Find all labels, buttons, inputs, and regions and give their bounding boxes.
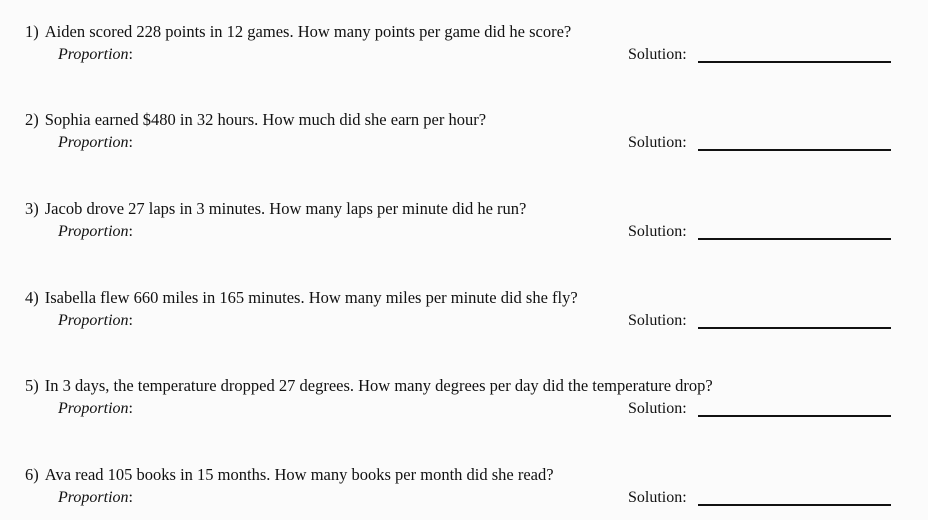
proportion-prompt: Proportion: — [58, 489, 133, 506]
problem-4 — [0, 288, 928, 348]
question-text: Ava read 105 books in 15 months. How many books per month did she read? — [44, 465, 554, 484]
solution-answer-line[interactable] — [698, 149, 891, 151]
proportion-label: Proportion — [58, 46, 129, 63]
solution-answer-line[interactable] — [698, 238, 891, 240]
question-line — [25, 376, 713, 396]
question-line — [25, 465, 554, 485]
problem-1 — [0, 22, 928, 82]
proportion-label: Proportion — [58, 223, 129, 240]
question-line — [25, 110, 486, 130]
question-text: Aiden scored 228 points in 12 games. How many points per game did he score? — [44, 22, 572, 41]
question-text: In 3 days, the temperature dropped 27 degrees. How many degrees per day did the temperature drop? — [44, 376, 713, 395]
problem-number: 6) — [25, 465, 39, 484]
problem-number: 5) — [25, 376, 39, 395]
proportion-prompt: Proportion: — [58, 223, 133, 240]
problem-number: 2) — [25, 110, 39, 129]
question-line — [25, 288, 578, 308]
problem-number: 4) — [25, 288, 39, 307]
solution-label: Solution: — [628, 400, 687, 417]
proportion-label: Proportion — [58, 489, 129, 506]
solution-answer-line[interactable] — [698, 415, 891, 417]
proportion-label: Proportion — [58, 312, 129, 329]
solution-label: Solution: — [628, 46, 687, 63]
problem-6 — [0, 465, 928, 525]
proportion-prompt: Proportion: — [58, 46, 133, 63]
proportion-prompt: Proportion: — [58, 400, 133, 417]
proportion-label: Proportion — [58, 400, 129, 417]
question-text: Isabella flew 660 miles in 165 minutes. How many miles per minute did she fly? — [44, 288, 578, 307]
question-text: Jacob drove 27 laps in 3 minutes. How many laps per minute did he run? — [44, 199, 527, 218]
solution-label: Solution: — [628, 312, 687, 329]
solution-answer-line[interactable] — [698, 504, 891, 506]
problem-5 — [0, 376, 928, 436]
solution-label: Solution: — [628, 134, 687, 151]
problem-number: 3) — [25, 199, 39, 218]
proportion-prompt: Proportion: — [58, 134, 133, 151]
problem-number: 1) — [25, 22, 39, 41]
solution-answer-line[interactable] — [698, 327, 891, 329]
question-line — [25, 199, 526, 219]
solution-answer-line[interactable] — [698, 61, 891, 63]
question-line — [25, 22, 571, 42]
proportion-label: Proportion — [58, 134, 129, 151]
solution-label: Solution: — [628, 489, 687, 506]
question-text: Sophia earned $480 in 32 hours. How much did she earn per hour? — [44, 110, 487, 129]
proportion-prompt: Proportion: — [58, 312, 133, 329]
problem-3 — [0, 199, 928, 259]
solution-label: Solution: — [628, 223, 687, 240]
problem-2 — [0, 110, 928, 170]
